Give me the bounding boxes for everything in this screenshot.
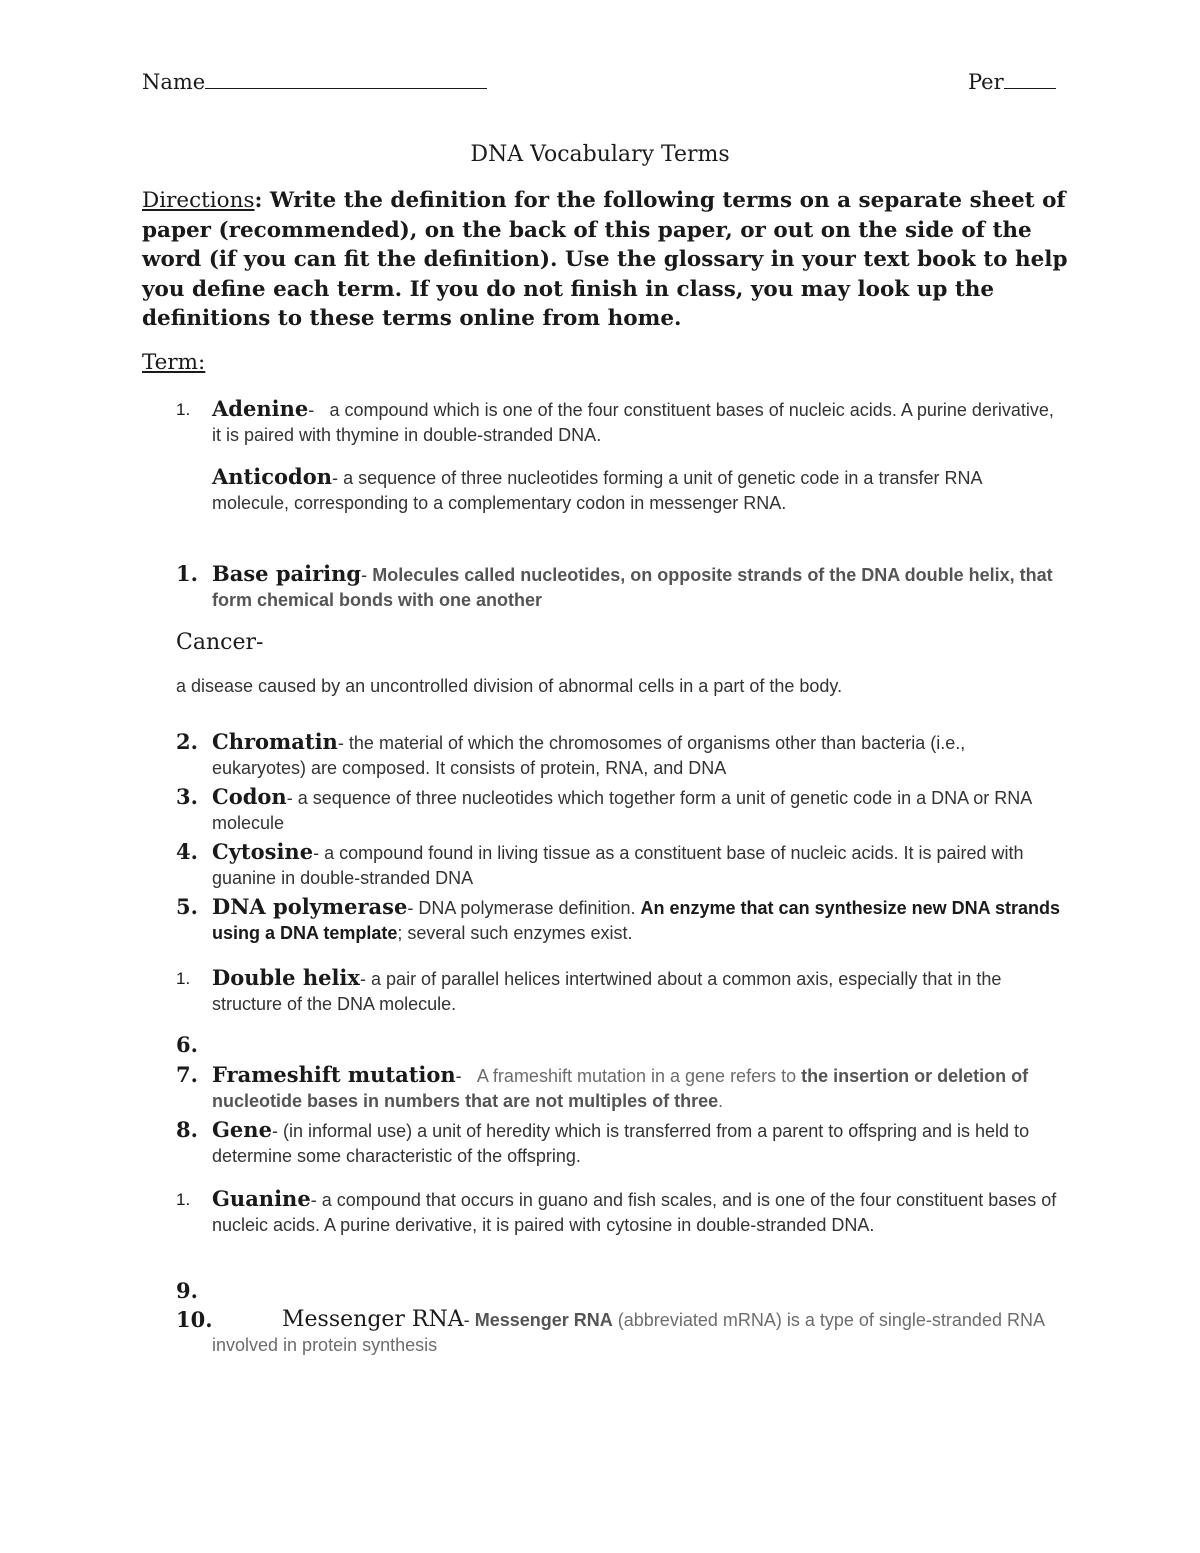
def-frameshift-a: A frameshift mutation in a gene refers to <box>476 1066 802 1086</box>
def-gene: (in informal use) a unit of heredity which is transferred from a parent to offspring and is held to determine some characteristic of the offspring. <box>212 1121 1030 1166</box>
list-number: 2. <box>176 729 198 754</box>
term-chromatin: Chromatin <box>212 729 338 754</box>
page-title: DNA Vocabulary Terms <box>470 142 730 167</box>
entry-double-helix <box>212 965 1062 1017</box>
entry-anticodon <box>212 464 1062 516</box>
term-dash: - <box>455 1066 462 1086</box>
def-base-pairing: Molecules called nucleotides, on opposite strands of the DNA double helix, that form chemical bonds with one another <box>212 565 1053 610</box>
def-dna-polymerase-a: DNA polymerase definition. <box>418 898 641 918</box>
per-label: Per <box>968 70 1004 94</box>
term-guanine: Guanine <box>212 1186 311 1211</box>
term-dash: - <box>255 630 264 655</box>
def-dna-polymerase-b: An enzyme that can synthesize new DNA strands using a DNA template <box>212 898 1060 943</box>
term-heading: Term: <box>142 350 206 375</box>
def-frameshift-b: the insertion or deletion of nucleotide bases in numbers that are not multiples of three <box>212 1066 1029 1111</box>
entry-base-pairing <box>212 561 1062 613</box>
term-dash: - <box>337 733 344 753</box>
entry-gene <box>212 1117 1062 1169</box>
name-field <box>142 70 487 94</box>
term-dash: - <box>359 969 366 989</box>
term-dash: - <box>310 1190 317 1210</box>
entry-cancer <box>176 630 263 655</box>
def-double-helix: a pair of parallel helices intertwined about a common axis, especially that in the structure of the DNA molecule. <box>212 969 1002 1014</box>
def-guanine: a compound that occurs in guano and fish scales, and is one of the four constituent bases of nucleic acids. A purine derivative, it is paired with cytosine in double-stranded DNA. <box>212 1190 1057 1235</box>
list-number: 1. <box>176 969 191 988</box>
entry-cytosine <box>212 839 1062 891</box>
entry-frameshift-mutation <box>212 1062 1062 1114</box>
term-dash: - <box>463 1310 470 1330</box>
entry-adenine <box>212 396 1062 448</box>
directions <box>142 186 1072 334</box>
term-dash: - <box>361 565 368 585</box>
term-dash: - <box>332 468 338 488</box>
def-dna-polymerase-c: ; several such enzymes exist. <box>397 923 633 943</box>
list-number: 7. <box>176 1062 198 1087</box>
list-number: 1. <box>176 1190 191 1209</box>
term-dash: - <box>286 788 293 808</box>
directions-label: Directions <box>142 188 255 213</box>
period-field <box>968 70 1056 94</box>
list-number: 3. <box>176 784 198 809</box>
per-blank <box>1004 70 1056 89</box>
entry-dna-polymerase <box>212 894 1062 946</box>
def-messenger-rna-a: Messenger RNA <box>474 1310 613 1330</box>
def-cytosine: a compound found in living tissue as a constituent base of nucleic acids. It is paired with guanine in double-stranded DNA <box>212 843 1024 888</box>
term-double-helix: Double helix <box>212 965 360 990</box>
term-dash: - <box>271 1121 278 1141</box>
def-chromatin: the material of which the chromosomes of organisms other than bacteria (i.e., eukaryotes) are composed. It consists of protein, RNA, and DNA <box>212 733 966 778</box>
def-cancer: a disease caused by an uncontrolled division of abnormal cells in a part of the body. <box>176 676 843 696</box>
term-dna-polymerase: DNA polymerase <box>212 894 408 919</box>
term-gene: Gene <box>212 1117 272 1142</box>
name-label: Name <box>142 70 206 94</box>
list-number: 4. <box>176 839 198 864</box>
def-codon: a sequence of three nucleotides which together form a unit of genetic code in a DNA or RNA molecule <box>212 788 1032 833</box>
list-number: 5. <box>176 894 198 919</box>
term-cytosine: Cytosine <box>212 839 314 864</box>
list-number: 9. <box>176 1278 198 1303</box>
term-adenine: Adenine <box>212 396 309 421</box>
term-frameshift-mutation: Frameshift mutation <box>212 1062 456 1087</box>
term-base-pairing: Base pairing <box>212 561 362 586</box>
def-anticodon: a sequence of three nucleotides forming a unit of genetic code in a transfer RNA molecule, corresponding to a complementary codon in messenger RNA. <box>212 468 982 513</box>
list-number: 8. <box>176 1117 198 1142</box>
def-messenger-rna-b: (abbreviated mRNA) is a type of single-stranded RNA involved in protein synthesis <box>212 1310 1044 1355</box>
entry-chromatin <box>212 729 1062 781</box>
term-dash: - <box>407 898 414 918</box>
term-messenger-rna: Messenger RNA <box>282 1307 464 1332</box>
entry-codon <box>212 784 1062 836</box>
def-frameshift-c: . <box>718 1091 724 1111</box>
list-number: 10. <box>176 1307 213 1332</box>
entry-guanine <box>212 1186 1062 1238</box>
term-dash: - <box>308 400 315 420</box>
term-cancer: Cancer <box>176 630 256 655</box>
entry-messenger-rna <box>212 1307 1062 1358</box>
list-number: 1. <box>176 561 198 586</box>
list-number: 1. <box>176 400 191 419</box>
term-codon: Codon <box>212 784 287 809</box>
term-anticodon: Anticodon <box>212 464 332 489</box>
name-blank <box>205 70 487 89</box>
term-dash: - <box>313 843 320 863</box>
directions-text: : Write the definition for the following terms on a separate sheet of paper (recommended), on the back of this paper, or out on the side of the word (if you can fit the definition). Use the glossary in your text book to help you define each term. If you do not finish in class, you may look up the definitions to these terms online from home. <box>142 188 1068 331</box>
list-number: 6. <box>176 1032 198 1057</box>
def-adenine: a compound which is one of the four constituent bases of nucleic acids. A purine derivative, it is paired with thymine in double-stranded DNA. <box>212 400 1054 445</box>
